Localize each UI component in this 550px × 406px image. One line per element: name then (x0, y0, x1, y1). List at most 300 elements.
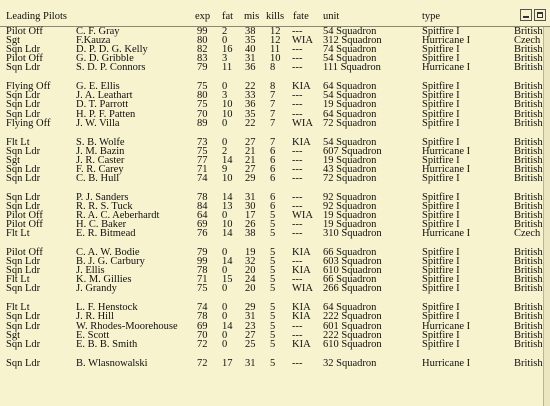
pilot-fate: KIA (292, 136, 311, 148)
pilot-type: Spitfire I (422, 154, 460, 166)
pilot-nationality: British (514, 108, 543, 120)
pilot-name: G. E. Ellis (76, 81, 120, 93)
pilot-fate: --- (292, 172, 303, 184)
pilot-fate: KIA (292, 81, 311, 93)
pilot-kills: 6 (270, 163, 276, 175)
pilot-exp: 70 (197, 329, 208, 341)
pilot-kills: 7 (270, 136, 276, 148)
col-exp-header[interactable]: exp (195, 11, 211, 22)
pilot-rank: Sqn Ldr (6, 311, 41, 323)
pilot-unit: 603 Squadron (323, 256, 382, 268)
pilot-fate: --- (292, 329, 303, 341)
pilot-fat: 2 (222, 145, 228, 157)
pilot-unit: 19 Squadron (323, 154, 377, 166)
pilot-name: B. J. G. Carbury (76, 256, 145, 268)
pilot-name: D. T. Parrott (76, 99, 129, 111)
pilot-nationality: British (514, 53, 543, 65)
pilot-name: E. Scott (76, 329, 110, 341)
pilot-exp: 84 (197, 200, 208, 212)
pilot-unit: 222 Squadron (323, 329, 382, 341)
pilot-mis: 33 (245, 90, 256, 102)
pilot-rank: Sgt (6, 35, 21, 47)
pilot-mis: 35 (245, 108, 256, 120)
pilot-unit: 66 Squadron (323, 274, 377, 286)
pilot-rank: Sqn Ldr (6, 191, 41, 203)
pilot-type: Spitfire I (422, 108, 460, 120)
pilot-name: K. M. Gillies (76, 274, 132, 286)
pilot-nationality: British (514, 338, 543, 350)
pilot-fat: 16 (222, 44, 233, 56)
table-row[interactable] (0, 174, 550, 183)
pilot-rank: Sqn Ldr (6, 145, 41, 157)
pilot-rank: Flt Lt (6, 228, 30, 240)
pilot-kills: 7 (270, 117, 276, 129)
pilot-name: J. Grandy (76, 283, 117, 295)
pilot-unit: 72 Squadron (323, 172, 377, 184)
pilot-unit: 610 Squadron (323, 338, 382, 350)
window-title: Leading Pilots (6, 11, 67, 22)
pilot-kills: 5 (270, 338, 276, 350)
pilot-rank: Pilot Off (6, 53, 43, 65)
pilot-type: Spitfire I (422, 99, 460, 111)
pilot-mis: 36 (245, 62, 256, 74)
pilot-kills: 7 (270, 108, 276, 120)
pilot-unit: 310 Squadron (323, 228, 382, 240)
pilot-kills: 6 (270, 145, 276, 157)
pilot-fat: 11 (222, 62, 233, 74)
col-mis-header[interactable]: mis (244, 11, 260, 22)
pilot-fate: --- (292, 228, 303, 240)
pilot-type: Spitfire I (422, 26, 460, 37)
pilot-nationality: British (514, 191, 543, 203)
pilot-kills: 5 (270, 228, 276, 240)
pilot-rank: Flt Lt (6, 302, 30, 314)
pilot-type: Spitfire I (422, 81, 460, 93)
pilot-exp: 69 (197, 320, 208, 332)
pilot-unit: 32 Squadron (323, 357, 377, 369)
pilot-fate: --- (292, 53, 303, 65)
pilot-unit: 610 Squadron (323, 265, 382, 277)
pilot-exp: 82 (197, 44, 208, 56)
pilot-rank: Sqn Ldr (6, 256, 41, 268)
pilot-fat: 0 (222, 302, 228, 314)
pilot-kills: 7 (270, 99, 276, 111)
maximize-icon[interactable] (534, 9, 546, 21)
pilot-kills: 6 (270, 200, 276, 212)
pilot-fate: --- (292, 154, 303, 166)
pilot-kills: 5 (270, 283, 276, 295)
pilot-mis: 25 (245, 338, 256, 350)
pilot-name: L. F. Henstock (76, 302, 138, 314)
pilot-type: Spitfire I (422, 200, 460, 212)
pilot-fat: 14 (222, 191, 233, 203)
pilot-fat: 9 (222, 163, 228, 175)
pilot-unit: 66 Squadron (323, 247, 377, 259)
pilot-nationality: British (514, 145, 543, 157)
pilot-exp: 71 (197, 274, 208, 286)
pilot-kills: 5 (270, 329, 276, 341)
pilot-unit: 72 Squadron (323, 117, 377, 129)
pilot-name: R. A. C. Aeberhardt (76, 209, 160, 221)
pilot-name: H. C. Baker (76, 219, 127, 231)
pilot-nationality: British (514, 26, 543, 37)
pilot-unit: 92 Squadron (323, 191, 377, 203)
pilot-fat: 0 (222, 81, 228, 93)
pilot-nationality: British (514, 99, 543, 111)
pilot-rank: Sgt (6, 154, 21, 166)
pilot-mis: 36 (245, 99, 256, 111)
pilot-fat: 10 (222, 99, 233, 111)
pilot-nationality: British (514, 265, 543, 277)
pilot-mis: 40 (245, 44, 256, 56)
pilot-exp: 69 (197, 219, 208, 231)
pilot-type: Spitfire I (422, 265, 460, 277)
pilot-type: Spitfire I (422, 302, 460, 314)
pilot-unit: 64 Squadron (323, 108, 377, 120)
pilot-fate: KIA (292, 311, 311, 323)
pilot-nationality: Czech (514, 228, 541, 240)
pilot-exp: 72 (197, 357, 208, 369)
pilot-type: Spitfire I (422, 274, 460, 286)
pilot-fat: 13 (222, 200, 233, 212)
pilot-mis: 30 (245, 200, 256, 212)
pilot-unit: 54 Squadron (323, 90, 377, 102)
pilot-kills: 5 (270, 357, 276, 369)
pilot-type: Hurricane I (422, 163, 471, 175)
pilot-fate: --- (292, 256, 303, 268)
pilot-type: Spitfire I (422, 136, 460, 148)
pilot-name: S. B. Wolfe (76, 136, 125, 148)
pilot-unit: 111 Squadron (323, 62, 381, 74)
pilot-mis: 27 (245, 136, 256, 148)
pilot-kills: 11 (270, 44, 281, 56)
pilot-kills: 6 (270, 172, 276, 184)
pilot-fate: WIA (292, 209, 313, 221)
pilot-rank: Sqn Ldr (6, 172, 41, 184)
pilot-fat: 0 (222, 136, 228, 148)
pilot-fat: 17 (222, 357, 233, 369)
pilot-fate: --- (292, 44, 303, 56)
pilot-unit: 607 Squadron (323, 145, 382, 157)
table-header (0, 0, 550, 27)
minimize-icon[interactable] (520, 9, 532, 21)
pilot-kills: 5 (270, 247, 276, 259)
col-type-header[interactable]: type (422, 11, 441, 22)
pilot-name: H. P. F. Patten (76, 108, 136, 120)
pilot-exp: 79 (197, 247, 208, 259)
pilot-mis: 24 (245, 274, 256, 286)
pilot-kills: 5 (270, 209, 276, 221)
scrollbar[interactable] (543, 27, 550, 406)
pilot-exp: 75 (197, 145, 208, 157)
pilot-nationality: British (514, 329, 543, 341)
pilot-fat: 0 (222, 117, 228, 129)
pilot-nationality: British (514, 311, 543, 323)
pilot-fate: --- (292, 62, 303, 74)
pilot-fat: 14 (222, 256, 233, 268)
pilot-name: G. D. Gribble (76, 53, 134, 65)
pilot-mis: 22 (245, 81, 256, 93)
table-row[interactable] (0, 359, 550, 368)
pilot-type: Spitfire I (422, 44, 460, 56)
pilot-table (0, 27, 550, 368)
pilot-kills: 10 (270, 53, 281, 65)
pilot-nationality: British (514, 302, 543, 314)
pilot-nationality: British (514, 90, 543, 102)
pilot-fat: 10 (222, 172, 233, 184)
pilot-fate: --- (292, 200, 303, 212)
pilot-nationality: British (514, 62, 543, 74)
pilot-nationality: British (514, 81, 543, 93)
pilot-type: Spitfire I (422, 90, 460, 102)
pilot-mis: 20 (245, 283, 256, 295)
table-row[interactable] (0, 229, 550, 238)
pilot-exp: 83 (197, 53, 208, 65)
pilot-exp: 80 (197, 90, 208, 102)
pilot-mis: 17 (245, 209, 256, 221)
pilot-fat: 10 (222, 108, 233, 120)
pilot-unit: 19 Squadron (323, 99, 377, 111)
pilot-type: Spitfire I (422, 219, 460, 231)
pilot-unit: 54 Squadron (323, 26, 377, 37)
pilot-type: Hurricane I (422, 145, 471, 157)
pilot-rank: Sqn Ldr (6, 90, 41, 102)
pilot-nationality: British (514, 320, 543, 332)
table-row[interactable] (0, 63, 550, 72)
pilot-fat: 0 (222, 247, 228, 259)
table-row[interactable] (0, 284, 550, 293)
pilot-kills: 5 (270, 311, 276, 323)
pilot-name: J. W. Villa (76, 117, 120, 129)
pilot-exp: 72 (197, 338, 208, 350)
pilot-fat: 14 (222, 228, 233, 240)
pilot-exp: 75 (197, 81, 208, 93)
pilot-name: F.Kauza (76, 35, 111, 47)
pilot-exp: 76 (197, 228, 208, 240)
pilot-nationality: British (514, 209, 543, 221)
pilot-name: B. Wlasnowalski (76, 357, 148, 369)
pilot-mis: 27 (245, 163, 256, 175)
pilot-type: Spitfire I (422, 311, 460, 323)
pilot-nationality: British (514, 256, 543, 268)
pilot-mis: 26 (245, 219, 256, 231)
pilot-fat: 0 (222, 329, 228, 341)
pilot-fate: KIA (292, 265, 311, 277)
pilot-nationality: British (514, 117, 543, 129)
pilot-rank: Flying Off (6, 81, 51, 93)
pilot-fate: KIA (292, 247, 311, 259)
pilot-fat: 0 (222, 209, 228, 221)
pilot-type: Hurricane I (422, 62, 471, 74)
pilot-fat: 3 (222, 90, 228, 102)
pilot-kills: 8 (270, 62, 276, 74)
pilot-fate: --- (292, 357, 303, 369)
pilot-rank: Flt Lt (6, 136, 30, 148)
pilot-type: Spitfire I (422, 172, 460, 184)
pilot-name: J. A. Leathart (76, 90, 133, 102)
pilot-mis: 23 (245, 320, 256, 332)
pilot-name: R. R. S. Tuck (76, 200, 133, 212)
pilot-type: Spitfire I (422, 209, 460, 221)
pilot-kills: 12 (270, 26, 281, 37)
pilot-kills: 6 (270, 154, 276, 166)
pilot-mis: 20 (245, 265, 256, 277)
pilot-kills: 6 (270, 191, 276, 203)
pilot-unit: 601 Squadron (323, 320, 382, 332)
pilot-nationality: British (514, 357, 543, 369)
pilot-mis: 22 (245, 117, 256, 129)
pilot-exp: 74 (197, 302, 208, 314)
pilot-rank: Pilot Off (6, 247, 43, 259)
pilot-nationality: British (514, 283, 543, 295)
pilot-rank: Flt Lt (6, 274, 30, 286)
pilot-mis: 27 (245, 329, 256, 341)
pilot-name: D. P. D. G. Kelly (76, 44, 148, 56)
pilot-fat: 0 (222, 311, 228, 323)
pilot-fate: --- (292, 274, 303, 286)
pilot-name: F. R. Carey (76, 163, 124, 175)
pilot-fat: 15 (222, 274, 233, 286)
pilot-exp: 71 (197, 163, 208, 175)
pilot-fate: KIA (292, 338, 311, 350)
col-fat-header[interactable]: fat (222, 11, 234, 22)
pilot-unit: 92 Squadron (323, 200, 377, 212)
col-unit-header[interactable]: unit (323, 11, 340, 22)
pilot-fat: 10 (222, 219, 233, 231)
pilot-kills: 12 (270, 35, 281, 47)
col-kills-header[interactable]: kills (266, 11, 285, 22)
pilot-kills: 7 (270, 90, 276, 102)
pilot-exp: 80 (197, 35, 208, 47)
pilot-exp: 75 (197, 283, 208, 295)
pilot-rank: Sgt (6, 329, 21, 341)
table-row[interactable] (0, 340, 550, 349)
pilot-type: Spitfire I (422, 283, 460, 295)
pilot-rank: Sqn Ldr (6, 200, 41, 212)
pilot-exp: 74 (197, 172, 208, 184)
col-fate-header[interactable]: fate (293, 11, 309, 22)
pilot-exp: 99 (197, 256, 208, 268)
pilot-unit: 222 Squadron (323, 311, 382, 323)
pilot-unit: 54 Squadron (323, 136, 377, 148)
pilot-kills: 5 (270, 219, 276, 231)
pilot-fat: 2 (222, 26, 228, 37)
pilot-fat: 0 (222, 265, 228, 277)
pilot-name: P. J. Sanders (76, 191, 129, 203)
pilot-fate: --- (292, 26, 303, 37)
pilot-fat: 0 (222, 35, 228, 47)
pilot-unit: 43 Squadron (323, 163, 377, 175)
pilot-rank: Sqn Ldr (6, 62, 41, 74)
pilot-name: S. D. P. Connors (76, 62, 146, 74)
pilot-fate: --- (292, 163, 303, 175)
pilot-fate: WIA (292, 117, 313, 129)
pilot-fate: WIA (292, 35, 313, 47)
pilot-fat: 14 (222, 320, 233, 332)
pilot-type: Hurricane I (422, 228, 471, 240)
pilot-rank: Flying Off (6, 117, 51, 129)
pilot-fate: WIA (292, 283, 313, 295)
pilot-fate: --- (292, 99, 303, 111)
pilot-rank: Sqn Ldr (6, 283, 41, 295)
pilot-fate: --- (292, 320, 303, 332)
pilot-mis: 31 (245, 311, 256, 323)
pilot-mis: 21 (245, 145, 256, 157)
pilot-mis: 31 (245, 191, 256, 203)
pilot-type: Spitfire I (422, 191, 460, 203)
pilot-rank: Sqn Ldr (6, 357, 41, 369)
pilot-nationality: British (514, 274, 543, 286)
pilot-kills: 5 (270, 302, 276, 314)
pilot-name: C. A. W. Bodie (76, 247, 140, 259)
pilot-fate: --- (292, 90, 303, 102)
table-row[interactable] (0, 119, 550, 128)
pilot-name: E. B. B. Smith (76, 338, 138, 350)
pilot-exp: 78 (197, 265, 208, 277)
pilot-nationality: British (514, 163, 543, 175)
pilot-rank: Sqn Ldr (6, 338, 41, 350)
pilot-mis: 38 (245, 26, 256, 37)
pilot-fate: KIA (292, 302, 311, 314)
pilot-rank: Sqn Ldr (6, 99, 41, 111)
pilot-mis: 29 (245, 172, 256, 184)
pilot-mis: 31 (245, 357, 256, 369)
pilot-type: Spitfire I (422, 329, 460, 341)
pilot-nationality: British (514, 219, 543, 231)
pilot-name: J. R. Hill (76, 311, 114, 323)
pilot-fat: 3 (222, 53, 228, 65)
pilot-rank: Sqn Ldr (6, 108, 41, 120)
pilot-type: Spitfire I (422, 256, 460, 268)
pilot-name: E. R. Bitmead (76, 228, 136, 240)
pilot-fate: --- (292, 219, 303, 231)
pilot-rank: Sqn Ldr (6, 163, 41, 175)
pilot-name: C. B. Hull (76, 172, 120, 184)
pilot-kills: 5 (270, 320, 276, 332)
pilot-exp: 73 (197, 136, 208, 148)
pilot-exp: 64 (197, 209, 208, 221)
pilot-name: J. R. Caster (76, 154, 125, 166)
pilot-unit: 54 Squadron (323, 53, 377, 65)
pilot-rank: Pilot Off (6, 26, 43, 37)
pilot-type: Spitfire I (422, 247, 460, 259)
pilot-rank: Sqn Ldr (6, 44, 41, 56)
pilot-mis: 32 (245, 256, 256, 268)
pilot-unit: 64 Squadron (323, 302, 377, 314)
pilot-kills: 5 (270, 256, 276, 268)
pilot-type: Hurricane I (422, 357, 471, 369)
pilot-fat: 0 (222, 338, 228, 350)
pilot-nationality: British (514, 172, 543, 184)
pilot-kills: 5 (270, 274, 276, 286)
pilot-kills: 8 (270, 81, 276, 93)
pilot-unit: 312 Squadron (323, 35, 382, 47)
pilot-exp: 77 (197, 154, 208, 166)
pilot-unit: 64 Squadron (323, 81, 377, 93)
pilot-rank: Sqn Ldr (6, 265, 41, 277)
pilot-rank: Pilot Off (6, 209, 43, 221)
pilot-name: J. M. Bazin (76, 145, 125, 157)
pilot-nationality: British (514, 200, 543, 212)
pilot-name: W. Rhodes-Moorehouse (76, 320, 178, 332)
pilot-exp: 89 (197, 117, 208, 129)
pilot-rank: Pilot Off (6, 219, 43, 231)
pilot-mis: 21 (245, 154, 256, 166)
pilot-kills: 5 (270, 265, 276, 277)
pilot-nationality: British (514, 44, 543, 56)
pilot-fat: 0 (222, 283, 228, 295)
pilot-name: C. F. Gray (76, 26, 120, 37)
